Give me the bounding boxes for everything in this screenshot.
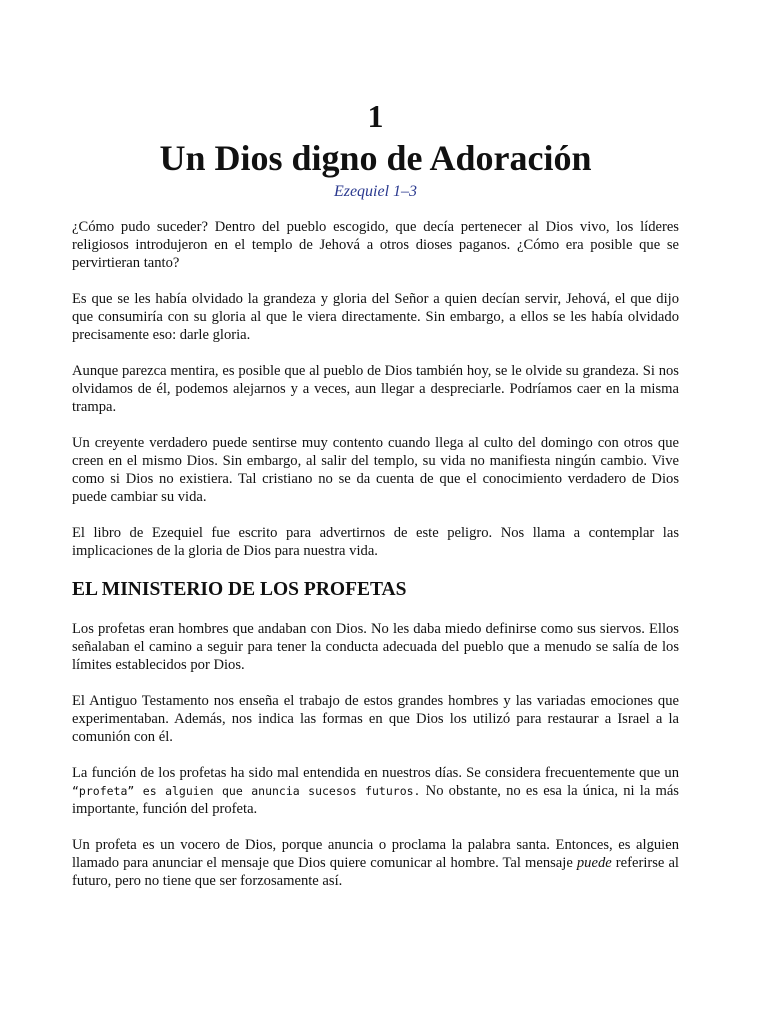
chapter-reference: Ezequiel 1–3 xyxy=(333,183,418,200)
section-heading: EL MINISTERIO DE LOS PROFETAS xyxy=(72,579,407,600)
paragraph: Los profetas eran hombres que andaban con Dios. No les daba miedo definirse como sus siervos. Ellos señalaban el camino a seguir para tener la conducta adecuada del pueblo que a menudo se salía de los límites establecidos por Dios. xyxy=(72,621,679,673)
monospace-text: “profeta” es alguien que anuncia sucesos futuros. xyxy=(72,784,421,798)
chapter-title: Un Dios digno de Adoración xyxy=(159,138,592,178)
paragraph-text: referirse al futuro, pero no tiene que ser forzosamente así. xyxy=(72,855,679,889)
paragraph: ¿Cómo pudo suceder? Dentro del pueblo escogido, que decía pertenecer al Dios vivo, los líderes religiosos introdujeron en el templo de Jehová a otros dioses paganos. ¿Cómo era posible que se pervirtieran tanto? xyxy=(72,219,679,271)
paragraph xyxy=(72,764,679,818)
paragraph: El Antiguo Testamento nos enseña el trabajo de estos grandes hombres y las variadas emociones que experimentaban. Además, nos indica las formas en que Dios los utilizó para restaurar a Israel a la comunión con él. xyxy=(72,693,679,745)
chapter-number: 1 xyxy=(367,98,384,134)
paragraph: Aunque parezca mentira, es posible que al pueblo de Dios también hoy, se le olvide su grandeza. Si nos olvidamos de él, podemos alejarnos y a veces, aun llegar a despreciarle. Podríamos caer en la misma trampa. xyxy=(72,363,679,415)
paragraph-text: No obstante, no es esa la única, ni la más importante, función del profeta. xyxy=(72,783,679,817)
paragraph: Un creyente verdadero puede sentirse muy contento cuando llega al culto del domingo con otros que creen en el mismo Dios. Sin embargo, al salir del templo, su vida no manifiesta ningún cambio. Vive como si Dios no existiera. Tal cristiano no se da cuenta de que el conocimiento verdadero de Dios puede cambiar su vida. xyxy=(72,435,679,505)
paragraph xyxy=(72,836,679,890)
document-page xyxy=(72,96,679,890)
emphasis-text: puede xyxy=(576,855,612,871)
paragraph-text: La función de los profetas ha sido mal entendida en nuestros días. Se considera frecuentemente que un xyxy=(72,765,679,781)
paragraph: Es que se les había olvidado la grandeza y gloria del Señor a quien decían servir, Jehová, el que dijo que consumiría con su gloria al que le viera directamente. Sin embargo, a ellos se les había olvidado precisamente eso: darle gloria. xyxy=(72,291,679,343)
paragraph-text: Un profeta es un vocero de Dios, porque anuncia o proclama la palabra santa. Entonces, es alguien llamado para anunciar el mensaje que Dios quiere comunicar al hombre. Tal mensaje xyxy=(72,837,679,871)
paragraph: El libro de Ezequiel fue escrito para advertirnos de este peligro. Nos llama a contemplar las implicaciones de la gloria de Dios para nuestra vida. xyxy=(72,525,679,559)
